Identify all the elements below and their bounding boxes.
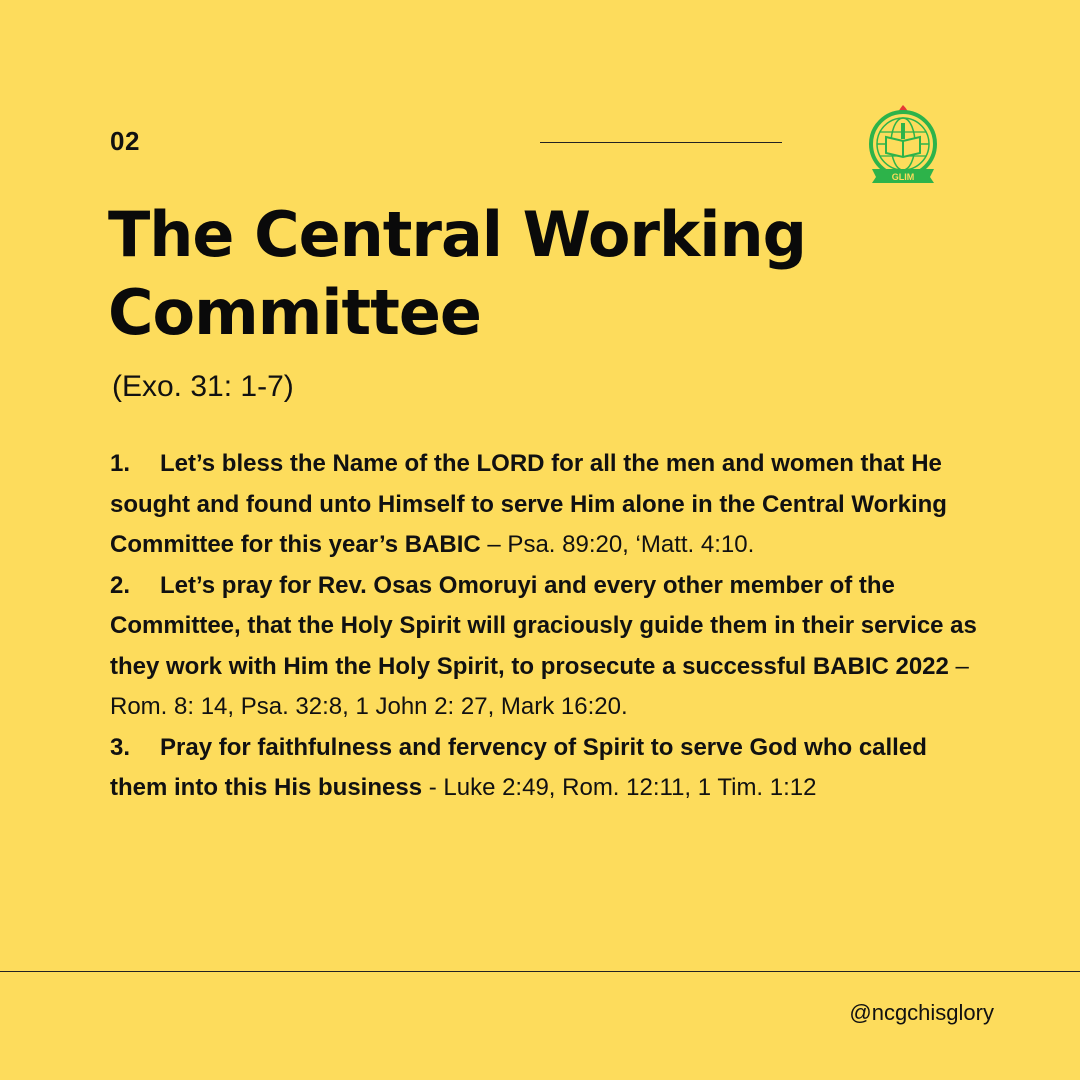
bottom-divider bbox=[0, 971, 1080, 972]
prayer-point-3 bbox=[110, 728, 990, 809]
prayer-point-2 bbox=[110, 566, 990, 728]
point-references: – Rom. 8: 14, Psa. 32:8, 1 John 2: 27, Mark 16:20. bbox=[110, 652, 969, 720]
point-references: – Psa. 89:20, ‘Matt. 4:10. bbox=[480, 531, 755, 558]
point-number: 1. bbox=[110, 450, 131, 477]
point-text: Let’s pray for Rev. Osas Omoruyi and every other member of the Committee, that the Holy Spirit will graciously guide them in their service as they work with Him the Holy Spirit, to prosecute a successful BABIC 2022 bbox=[110, 571, 977, 680]
scripture-reference: (Exo. 31: 1-7) bbox=[112, 370, 294, 403]
social-handle: @ncgchisglory bbox=[849, 1000, 994, 1025]
page-number: 02 bbox=[110, 126, 140, 156]
page-title: The Central Working Committee bbox=[108, 198, 806, 349]
point-references: - Luke 2:49, Rom. 12:11, 1 Tim. 1:12 bbox=[422, 774, 817, 801]
glim-logo-icon bbox=[850, 103, 956, 183]
point-number: 3. bbox=[110, 733, 131, 761]
prayer-point-1 bbox=[110, 444, 990, 566]
point-number: 2. bbox=[110, 571, 131, 599]
prayer-points-list bbox=[110, 444, 990, 809]
logo-text: GLIM bbox=[891, 172, 915, 182]
top-divider bbox=[540, 142, 782, 143]
point-text: Let’s bless the Name of the LORD for all the men and women that He sought and found unto Himself to serve Him alone in the Central Working Committee for this year’s BABIC bbox=[110, 450, 947, 558]
point-text: Pray for faithfulness and fervency of Spirit to serve God who called them into this His business bbox=[110, 733, 927, 801]
